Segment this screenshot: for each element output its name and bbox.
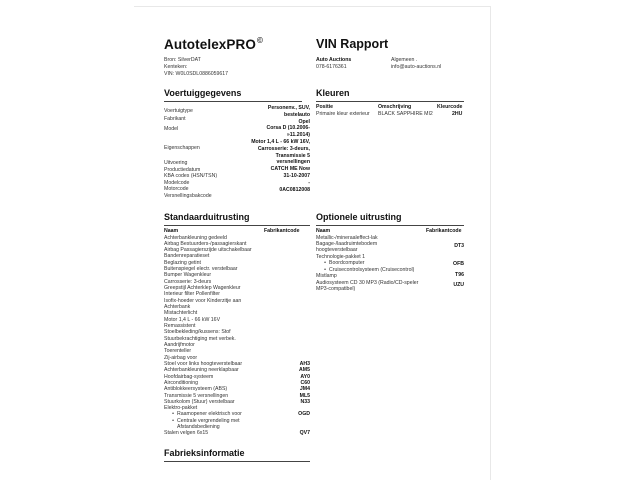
- vehicle-label: Versnellingsbakcode: [164, 193, 212, 199]
- list-item-label: Zij-airbag voor: [164, 354, 198, 361]
- report-title: VIN Rapport: [316, 37, 389, 51]
- list-item-label: Hoofdairbag-systeem: [164, 373, 214, 380]
- colors-section-rule: [316, 101, 464, 102]
- vehicle-value: Personenv., SUV,: [267, 105, 310, 111]
- vehicle-value: Transmissie 5: [275, 152, 310, 159]
- vehicle-section-title: Voertuiggegevens: [164, 88, 242, 98]
- meta-vin: VIN: W0L0SDL0886059617: [164, 71, 229, 78]
- list-item-label: Mistachterlicht: [164, 310, 198, 317]
- list-item-label: Airconditioning: [164, 379, 199, 386]
- list-item-label: Stalen velgen 6x15: [164, 430, 209, 437]
- standard-section-rule: [164, 225, 310, 226]
- list-item: [316, 260, 364, 266]
- factory-section-rule: [164, 461, 310, 462]
- vehicle-label: Model: [164, 126, 179, 132]
- vehicle-value: Carrosserie: 3-deurs,: [257, 145, 310, 152]
- meta-plate: Kenteken:: [164, 64, 188, 71]
- list-item-label: Audiosysteem CD 30 MP3 (Radio/CD-speler: [316, 279, 419, 286]
- optional-section-title: Optionele uitrusting: [316, 212, 402, 222]
- list-item-label: Beglazing getint: [164, 259, 201, 266]
- colors-header-position: Positie: [316, 104, 334, 110]
- factory-section-title: Fabrieksinformatie: [164, 448, 245, 458]
- general-block: [391, 57, 441, 71]
- list-item: [316, 247, 358, 253]
- optional-code: UZU: [453, 282, 464, 288]
- vehicle-value: CATCH ME Now: [270, 166, 310, 173]
- list-item: [316, 254, 365, 260]
- list-item-label: Boordcomputer: [329, 260, 365, 267]
- list-item: [164, 430, 208, 436]
- vehicle-label: Productiedatum: [164, 167, 201, 173]
- vehicle-value: bestelauto: [284, 111, 310, 118]
- vehicle-value: Corsa D (10.2006-: [266, 125, 310, 132]
- list-item-label: Remassistent: [164, 322, 196, 329]
- list-item-label: hoogteverstelbaar: [316, 247, 358, 254]
- list-item-label: Raamopener elektrisch voor: [177, 411, 242, 418]
- list-item: [316, 286, 355, 292]
- list-item-label: Centrale vergrendeling met: [177, 417, 240, 424]
- list-item-label: Stuurbekrachtiging met verbek.: [164, 335, 236, 342]
- list-item-label: Afstandsbediening: [177, 424, 220, 431]
- optional-section-rule: [316, 225, 464, 226]
- list-item: [316, 235, 378, 241]
- list-item-label: Toerenteller: [164, 348, 192, 355]
- list-item: [316, 273, 337, 279]
- color-row-description: BLACK SAPPHIRE MI2: [378, 111, 433, 117]
- list-item: [316, 241, 377, 247]
- standard-code: C60: [300, 379, 310, 386]
- standard-code: QV7: [299, 430, 310, 437]
- optional-code: DT3: [454, 243, 464, 249]
- list-item-label: Bagage-/laadruimtebodem: [316, 240, 378, 247]
- optional-code: T96: [455, 272, 464, 278]
- list-item-label: Carrosserie: 3-deurs: [164, 278, 212, 285]
- vehicle-value: Opel: [298, 118, 310, 125]
- bullet-icon: •: [324, 266, 326, 273]
- general-label: Algemeen .: [391, 57, 418, 63]
- vehicle-label: KBA codes (HSN/TSN): [164, 173, 218, 179]
- vehicle-label: Uitvoering: [164, 160, 188, 166]
- list-item-label: Greepstijl Achterklep Wagenkleur: [164, 285, 241, 292]
- bullet-icon: •: [324, 260, 326, 267]
- list-item-label: Transmissie 5 versnellingen: [164, 392, 229, 399]
- page-top-border: [134, 6, 490, 7]
- list-item-label: Interieur filter Pollenfilter: [164, 291, 220, 298]
- optional-header-code: Fabrikantcode: [426, 228, 462, 234]
- vehicle-label: Fabrikant: [164, 116, 186, 122]
- standard-code: OGD: [298, 411, 310, 418]
- standard-header-name: Naam: [164, 228, 179, 234]
- vehicle-label: Modelcode: [164, 180, 190, 186]
- list-item-label: Achterbankleuning gedeeld: [164, 234, 227, 241]
- vehicle-value: -: [308, 179, 310, 186]
- standard-code: AM5: [299, 367, 310, 374]
- color-row-position: Primaire kleur exterieur: [316, 111, 370, 117]
- bullet-icon: •: [172, 417, 174, 424]
- vehicle-value: 31-10-2007: [283, 173, 310, 179]
- list-item-label: Stuurkolom (Stuur) verstelbaar: [164, 398, 235, 405]
- list-item-label: Bumper Wagenkleur: [164, 272, 212, 279]
- general-email[interactable]: info@auto-auctions.nl: [391, 64, 442, 71]
- list-item-label: Stoel voor links hoogteverstelbaar: [164, 360, 243, 367]
- vehicle-value: 0AC0812008: [279, 186, 310, 193]
- colors-header-description: Omschrijving: [378, 104, 412, 110]
- list-item-label: Airbag Passagierszijde uitschakelbaar: [164, 247, 252, 254]
- standard-code: N33: [300, 398, 310, 405]
- list-item-label: Antiblokkeersysteem (ABS): [164, 386, 228, 393]
- list-item-label: Motor 1,4 L - 66 kW 16V: [164, 316, 221, 323]
- colors-header-code: Kleurcode: [437, 104, 463, 110]
- list-item: [316, 267, 414, 273]
- source-meta: [164, 57, 228, 78]
- list-item-label: Achterbank: [164, 304, 191, 311]
- vehicle-label: Eigenschappen: [164, 145, 200, 151]
- list-item-label: Mistlamp: [316, 273, 337, 280]
- brand-name: AutotelexPRO: [164, 37, 256, 52]
- optional-header-name: Naam: [316, 228, 331, 234]
- standard-section-title: Standaarduitrusting: [164, 212, 250, 222]
- vehicle-value: »11.2014): [286, 132, 310, 139]
- vehicle-value: Motor 1,4 L - 66 kW 16V,: [251, 139, 310, 145]
- list-item-label: Bandenreparatieset: [164, 253, 210, 260]
- color-row-code: 2HU: [452, 111, 463, 117]
- list-item-label: Airbag Bestuurders-/passagierskant: [164, 240, 247, 247]
- standard-code: ML5: [299, 392, 310, 399]
- standard-header-code: Fabrikantcode: [264, 228, 300, 234]
- list-item-label: Stoelbekleding/kussens: Stof: [164, 329, 231, 336]
- list-item-label: Metallic-/mineraaleffect-lak: [316, 234, 378, 241]
- vehicle-value: versnellingen: [276, 159, 310, 166]
- list-item-label: Achterbankleuning neerklapbaar: [164, 367, 239, 374]
- vehicle-label: Voertuigtype: [164, 108, 193, 114]
- list-item-label: Elektro-pakket: [164, 405, 198, 412]
- company-phone: 078-6176361: [316, 64, 347, 71]
- company-name: Auto Auctions: [316, 57, 352, 63]
- list-item-label: Technologie-pakket 1: [316, 253, 366, 260]
- vehicle-section-rule: [164, 101, 302, 102]
- standard-code: AH3: [299, 360, 310, 367]
- bullet-icon: •: [172, 411, 174, 418]
- list-item-label: Cruisecontrolsysteem (Cruisecontrol): [329, 266, 415, 273]
- list-item-label: MP3-compatibel): [316, 286, 356, 293]
- page-right-border: [490, 6, 491, 480]
- colors-section-title: Kleuren: [316, 88, 350, 98]
- list-item: [316, 280, 418, 286]
- list-item-label: Aandrijfmotor: [164, 341, 195, 348]
- standard-code: JM4: [299, 386, 310, 393]
- list-item-label: Buitenspiegel electr. verstelbaar: [164, 266, 238, 273]
- vehicle-label: Motorcode: [164, 186, 189, 192]
- brand-logo: [164, 36, 263, 52]
- brand-mark: ©: [256, 36, 263, 45]
- standard-code: AY0: [300, 373, 310, 380]
- list-item-label: Isofix-hoeder voor Kinderzitje aan: [164, 297, 242, 304]
- optional-code: OFB: [453, 261, 464, 267]
- company-block: [316, 57, 351, 71]
- meta-source: Bron: SilverDAT: [164, 57, 201, 63]
